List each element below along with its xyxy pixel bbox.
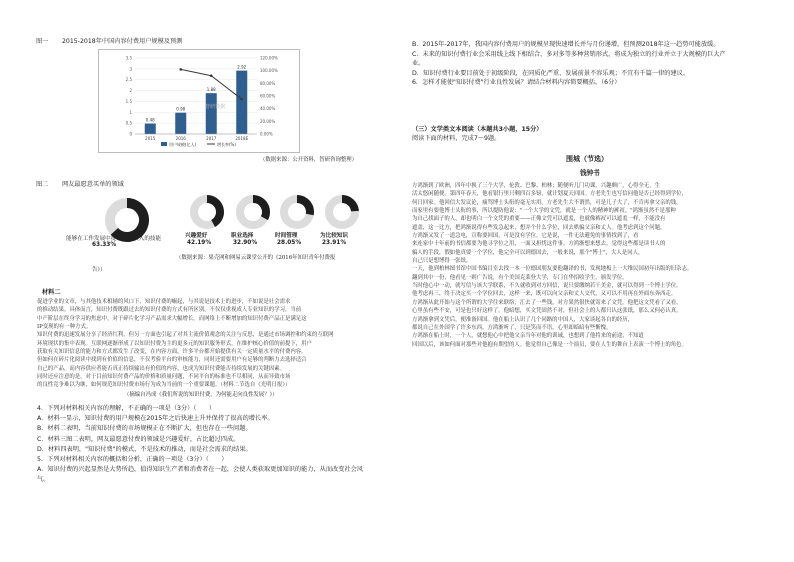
fig1-legend-bar-label: 用户规模(亿人) <box>169 142 197 147</box>
fig1-right-tick: 60.00% <box>260 93 276 99</box>
material2-line: 中产阶层在终身学习的焦虑中，对于碎片化学习产品需求大幅增长。而网络上不断增加的知识付费产品正是满足这 <box>37 315 307 322</box>
story-line: 方鸿渐从此开始与这个所谓的大学往来联络，汇去了一些钱，对方果然很快就寄来了文凭。他把这文凭看了又看， <box>412 299 682 306</box>
story-line: 方鸿渐在船上时，一个人，就想他心中把他父亲当年对他的训诫，也想到了他将来的前途，不知道 <box>412 333 644 340</box>
fig1-right-tick: 100.00% <box>260 68 278 74</box>
question-line: B．材料二表明，当前知识付费的市场规模正在不断扩大，但也存在一些问题。 <box>37 425 252 433</box>
fig1-chart <box>98 49 300 153</box>
questions-left <box>37 404 389 486</box>
fig1-x-tick: 2017 <box>206 136 217 141</box>
material2-title: 材料二 <box>42 289 61 296</box>
fig1-bar-label: 2.92 <box>237 64 247 70</box>
material2-line: 的推动结果。具体而言，知识付费既跟过去的知识付费的方式有所区别，不仅仅重视成人专业知识的学习，当前 <box>37 307 302 314</box>
story-line: 他考虑再三，终于决定买一个学位回去，这样一来，既可以向父亲和丈人交代，又可以不用再在外面东奔西走。 <box>412 291 677 298</box>
material2-line: 自己的产品，而内容供应者能否真正持续输出有价值的内容，也成为知识付费能否持续发展的关键因素。 <box>37 365 285 372</box>
section3-instruction: 阅读下面的材料，完成7～9题。 <box>412 135 501 142</box>
fig1-left-tick: 1 <box>129 109 132 115</box>
question-line: 5．下列对材料相关内容的概括和分析，正确的一项是（3分）（ ） <box>37 456 228 464</box>
question-line: C．未来的知识付费行业会采用线上线下相结合、多对多等多种营销形式，将成为独立的行业并立于大规模的巨大产 <box>412 50 726 58</box>
question-line: A．材料一显示，知识付费的用户规模在2015年之后快速上升并保持了很高的增长率。 <box>37 415 274 423</box>
fig1-bar <box>145 124 156 134</box>
fig1-x-tick: 2015 <box>145 136 156 141</box>
question-line: B．2015年-2017年，我国内容付费用户的规模呈现快速增长并与月份递增，但预测2018年这一趋势可能放缓。 <box>412 41 720 48</box>
question-line: D．知识付费行业要目前处于初级阶段，在同质化严重、发展前景不容乐观；不宜有千篇一律的建议。 <box>412 69 690 77</box>
question-line: D．材料四表明，"知识付费"的模式，不是技术的推动，而是社会需求的结果。 <box>37 445 252 453</box>
fig1-bar-label: 1.88 <box>206 87 216 93</box>
story-line: 翻到其中一份，他看见一则广告说，有个美国克莱登大学，专门在华招收学生，颁发学位。 <box>412 274 628 281</box>
questions-right <box>412 40 764 88</box>
fig1-bar <box>175 113 186 134</box>
story-line: 遮盖，这一比方，把鸿渐说得有些发急起来，想弄个什么学位，回去哄骗父亲和丈人。他考虑到这个问题， <box>412 224 666 231</box>
story-line: 自己只是想博得一张纸。 <box>412 258 472 265</box>
question-line: 气。 <box>37 476 50 484</box>
fig1-left-tick: 2.5 <box>125 77 132 83</box>
material2-line: IP变现的有一种方式。 <box>37 324 92 331</box>
fig1-right-tick: 0.00% <box>260 131 273 137</box>
material2-source: （摘编自冯成《我们所说的知识付费，为何能走向良性发展？》） <box>124 392 278 398</box>
material2-line: 同时还应注意的是，对于目前知识付费产品的价格和质量问题，不同平台的标准也不尽相同，从而导致市场 <box>37 374 291 381</box>
story-line: 而家里有要他博士头衔的事，所以提防他说："一个大学的文凭，就是一个人的精神的裤衩。"鸿渐虽然不是那种 <box>412 208 676 215</box>
fig2-item-label: 时间管理 <box>275 233 298 239</box>
question-line: 业。 <box>412 60 425 68</box>
fig1-source: （数据来源：公开资料，智研咨询整理） <box>260 157 358 163</box>
fig1-legend-line-label: 增长率(%) <box>217 142 236 147</box>
material2-line: 但如何在碎片化阅读中找到有价值的信息，不仅考验平台的审核能力，同时还需要用户有足够的判断力去选择适合 <box>37 357 307 364</box>
fig2-item-label: 兴趣爱好 <box>185 233 208 239</box>
fig2-item-value: 23.91% <box>322 240 347 246</box>
fig1-label: 图一 <box>36 38 49 45</box>
fig2-item-value: 28.05% <box>277 240 302 246</box>
question-line: 6．怎样才能使"知识付费"行业良性发展？请结合材料内容简要概括。（6分） <box>412 79 621 87</box>
fig1-left-tick: 1.5 <box>125 98 132 104</box>
fig2-item <box>275 193 319 259</box>
question-line: C．材料三图二表明，网友最愿意付费的领域是兴趣爱好，占比超过四成。 <box>37 435 240 443</box>
fig2-source-1: （数据来源：果壳网和网易云课堂公开的《2016年知识青年付费报 <box>176 255 336 261</box>
story-line: 心里虽有些不安，可是也只好这样了。他暗想，买文凭固然不对，但社会上的人都只认这张纸，那么又何必认真。 <box>412 308 682 315</box>
fig2-item <box>185 193 229 259</box>
fig2-item-label: 为比较知识 <box>320 233 348 239</box>
material2-line: 获取有关知识信息的能力和方式都发生了改变，在内容方面，许多平台都开始提供有关一定质量水平的付费内容。 <box>37 349 307 356</box>
fig1-right-tick: 20.00% <box>260 118 276 124</box>
fig2-item-label: 职业选择 <box>231 233 254 239</box>
story-line: 回国以后，该如何面对那些对他抱有期望的人。他觉得自己像是一个演员，要在人生的舞台上表演一个博士的角色。 <box>412 341 687 348</box>
fig1-watermark: 智研数据 <box>205 103 226 110</box>
fig1-bar <box>236 71 247 134</box>
fig1-left-tick: 3 <box>129 66 132 72</box>
material2-line: 环境现状的集中表现。互联网逐渐形成了以知识付费为主的更多元的知识服务形式，在维护核心价值的前提下，用户 <box>37 340 312 347</box>
story-line: 来连家中十年前的书信都要为他寻学位之用，一面又担忧这件事。方鸿渐想来想去，觉得这些都是读书人的 <box>412 241 666 248</box>
fig2-item-value: 42.19% <box>187 240 212 246</box>
section3-heading: （三）文学类文本阅读（本题共3小题，15分） <box>412 126 543 133</box>
fig2-item <box>320 193 364 259</box>
fig1-left-tick: 0.5 <box>125 120 132 126</box>
story-line: 方鸿渐到了欧洲，四年中换了三个大学，伦敦、巴黎、柏林；随便听几门功课，兴趣颇广，心得全无，生 <box>412 183 660 189</box>
fig2-donut <box>323 193 361 231</box>
fig2-item-value: 32.90% <box>233 240 258 246</box>
fig2-donut <box>278 193 316 231</box>
fig1-right-tick: 120.00% <box>260 55 278 61</box>
fig1-growth-point <box>210 74 213 77</box>
fig1-legend-bar-swatch <box>161 142 167 146</box>
fig2-item <box>231 193 275 259</box>
fig1-x-tick: 2018E <box>235 136 249 141</box>
story-author: 钱钟书 <box>580 169 600 177</box>
fig1-svg <box>99 50 299 152</box>
story-text <box>412 182 764 349</box>
fig1-bar-label: 0.98 <box>176 106 186 112</box>
fig1-left-tick: 0 <box>129 131 132 137</box>
donut-arc <box>207 199 220 223</box>
story-line: 当时他心中一动，就写信与该大学联系，不久就收到对方回信，说只要缴纳若干美金，就可以得到一个博士学位。 <box>412 283 682 290</box>
fig2-first-value: 63.33% <box>92 242 117 248</box>
story-line: 活太悠闲随便。第四年春天，他看银行里只剩四百多镑，就计划夏天回国。方老先生也写信问他是否已经得到学位， <box>412 191 687 198</box>
fig2-first-caption: 能够在工作发展中提升个人收入的技能 <box>66 236 162 242</box>
story-line: 方鸿渐又发了一道急电，宣称要回国，可是没有学位。它是说，一件无法避免的事情找到了，看 <box>412 233 639 240</box>
fig1-growth-point <box>179 68 182 71</box>
fig1-bar <box>206 93 217 134</box>
fig2-source-2: 告》） <box>92 267 106 273</box>
material2-line: 的良性竞争难以为继，如何规范知识付费市场行为成为当前的一个重要课题。（材料二节选自《光明日报》） <box>37 382 291 389</box>
fig1-left-tick: 3.5 <box>125 55 132 61</box>
material2-text <box>37 298 389 390</box>
fig1-right-tick: 80.00% <box>260 80 276 86</box>
donut-arc <box>342 199 355 211</box>
fig1-title: 2015-2018年中国内容付费用户规模及预测 <box>62 38 183 45</box>
story-line: 骗人的手段，假如他真要一个学位，他完全可以到德国去，一般来说，那个"博士"，大人是同人， <box>412 249 644 256</box>
story-title: 围城（节选） <box>566 155 608 163</box>
fig2-title: 网友最愿意买单的领域 <box>62 181 124 188</box>
question-line: A．知识付费的兴起显然是大势所趋，值得知识生产者和消费者在一起，会使人类获取更加知识的能力，从而改变社会风 <box>37 466 363 474</box>
fig2-donut <box>234 193 272 231</box>
question-line: 4．下列对材料相关内容的理解，不正确的一项是（3分）（ ） <box>37 405 216 412</box>
donut-arc <box>297 199 310 214</box>
story-line: 一天，他到柏林图书馆中国书编目室去找一本一位德国朋友要他翻译的书，发现地板上一大堆民国初年出版的旧杂志。 <box>412 266 693 273</box>
fig1-left-tick: 2 <box>129 88 132 94</box>
fig2-donut <box>188 193 226 231</box>
fig1-growth-point <box>240 98 243 101</box>
story-line: 都说自己在外国学了许多东西，方鸿渐听了，只是笑而不语，心里却暗暗有些惭愧。 <box>412 324 612 331</box>
donut-arc <box>253 199 266 218</box>
fig1-x-tick: 2016 <box>175 136 186 141</box>
story-line: 何日回家。他回信大发议论，痛骂博士头衔的毫无实用。方老先生大不谓然，可是儿子大了，不肯再拿父亲的钱， <box>412 199 682 206</box>
material2-line: 促进学业的文章，与其他技术相辅的风口下，知识付费的崛起，与其说是技术上的进步，不如说是社会需求 <box>37 299 291 305</box>
story-line: 方鸿渐拿到文凭后，便准备回国。他在船上认识了几个同路的中国人，大家谈起各自的经历， <box>412 316 634 323</box>
story-line: 为自己找面子的人，却也明白一个文凭的重要——正像文凭可以遮羞，也就像裤衩可以遮羞一样，不能没有 <box>412 216 666 223</box>
material2-line: 知识付费的迅速发展分享了经济红利，但另一方面也引起了对其主流价值观念的关注与反思，是通过市场调控和约束的互联网 <box>37 332 334 339</box>
fig2-label: 图二 <box>36 181 49 188</box>
fig1-right-tick: 40.00% <box>260 106 276 112</box>
fig1-bar-label: 0.48 <box>145 117 155 123</box>
